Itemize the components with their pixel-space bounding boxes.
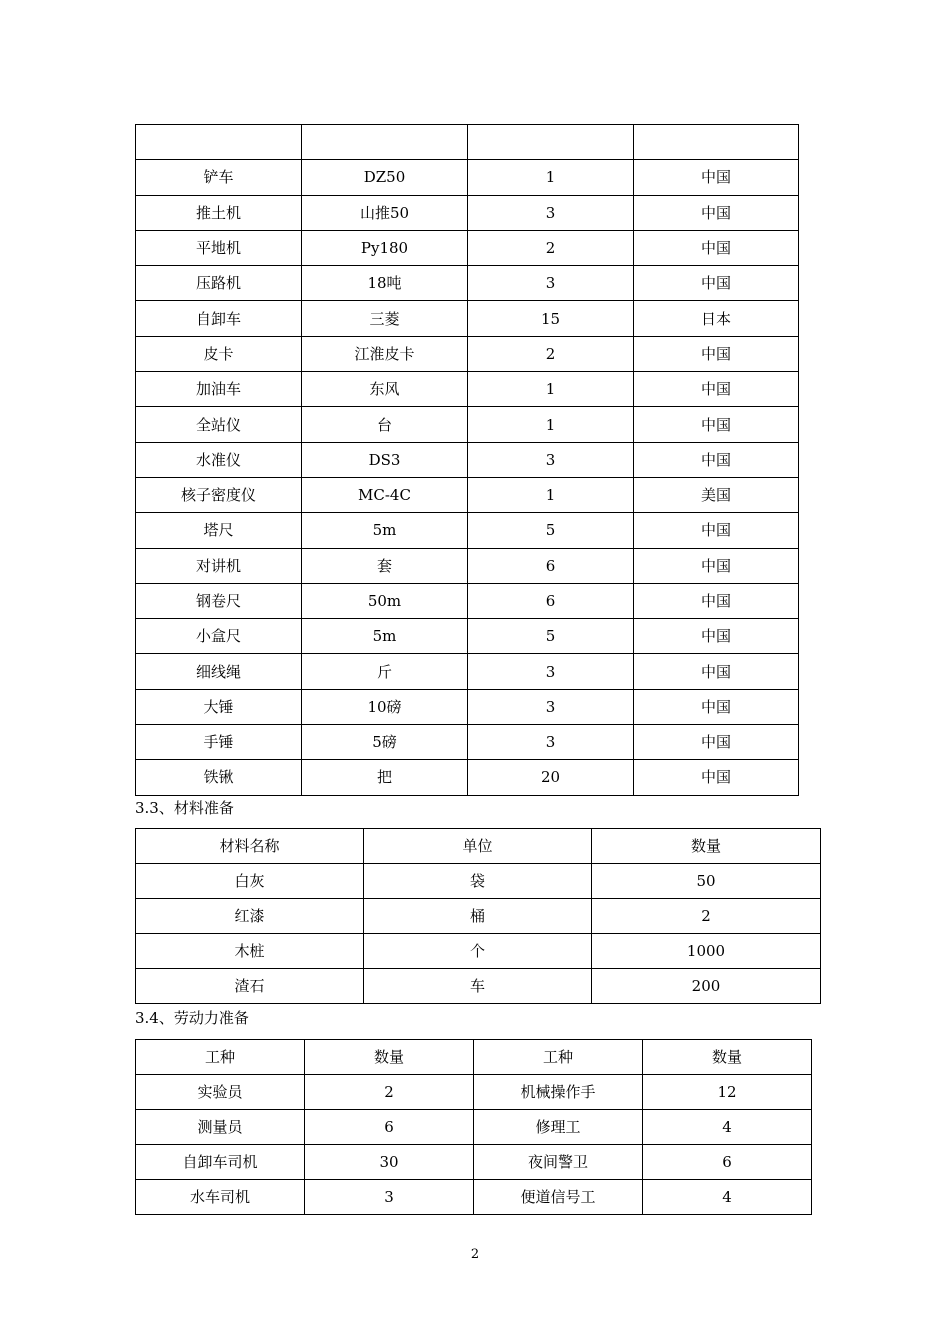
table-cell: 台: [302, 407, 468, 442]
materials-section-heading: 3.3、材料准备: [135, 799, 234, 817]
table-row: [136, 934, 821, 969]
table-row: [136, 1180, 812, 1215]
table-cell: 斤: [302, 654, 468, 689]
table-cell: 1: [468, 372, 634, 407]
table-cell: 3: [468, 654, 634, 689]
table-cell: 大锤: [136, 689, 302, 724]
table-cell: 4: [643, 1180, 812, 1215]
table-cell: 江淮皮卡: [302, 336, 468, 371]
table-cell: [302, 125, 468, 160]
table-row: [136, 372, 799, 407]
table-cell: 钢卷尺: [136, 583, 302, 618]
table-cell: 15: [468, 301, 634, 336]
table-cell: 套: [302, 548, 468, 583]
table-cell: 小盒尺: [136, 619, 302, 654]
table-cell: 2: [305, 1075, 474, 1110]
table-cell: 1: [468, 477, 634, 512]
table-row: [136, 1110, 812, 1145]
table-cell: 中国: [634, 583, 799, 618]
labor-table: [135, 1039, 812, 1215]
table-cell: 中国: [634, 195, 799, 230]
table-row: [136, 864, 821, 899]
table-cell: 12: [643, 1075, 812, 1110]
table-cell: 5: [468, 619, 634, 654]
table-cell: 材料名称: [136, 829, 364, 864]
table-cell: 塔尺: [136, 513, 302, 548]
table-cell: 水准仪: [136, 442, 302, 477]
table-cell: 修理工: [474, 1110, 643, 1145]
table-cell: 50: [592, 864, 821, 899]
table-cell: 压路机: [136, 266, 302, 301]
table-cell: 6: [468, 548, 634, 583]
table-cell: 渣石: [136, 969, 364, 1004]
table-cell: 中国: [634, 548, 799, 583]
table-row: [136, 725, 799, 760]
table-cell: 袋: [364, 864, 592, 899]
table-cell: 1: [468, 407, 634, 442]
table-cell: 白灰: [136, 864, 364, 899]
table-row: [136, 548, 799, 583]
table-cell: 中国: [634, 442, 799, 477]
table-cell: 数量: [305, 1040, 474, 1075]
table-cell: 20: [468, 760, 634, 795]
table-row: [136, 336, 799, 371]
table-cell: 工种: [136, 1040, 305, 1075]
table-row: [136, 760, 799, 795]
table-cell: 中国: [634, 372, 799, 407]
table-row: [136, 301, 799, 336]
table-cell: 3: [305, 1180, 474, 1215]
table-cell: 数量: [592, 829, 821, 864]
table-row: [136, 1145, 812, 1180]
table-cell: 3: [468, 195, 634, 230]
page-number: 2: [470, 1247, 480, 1262]
table-row: [136, 619, 799, 654]
table-cell: 三菱: [302, 301, 468, 336]
table-cell: 平地机: [136, 230, 302, 265]
table-cell: 山推50: [302, 195, 468, 230]
table-row: [136, 266, 799, 301]
table-cell: 18吨: [302, 266, 468, 301]
table-cell: 3: [468, 266, 634, 301]
table-cell: 10磅: [302, 689, 468, 724]
table-cell: 单位: [364, 829, 592, 864]
table-cell: 水车司机: [136, 1180, 305, 1215]
table-header-row: [136, 125, 799, 160]
materials-table: [135, 828, 821, 1004]
table-header-row: [136, 829, 821, 864]
table-cell: 红漆: [136, 899, 364, 934]
table-cell: 6: [643, 1145, 812, 1180]
table-cell: 推土机: [136, 195, 302, 230]
table-row: [136, 442, 799, 477]
table-cell: 中国: [634, 336, 799, 371]
table-cell: 5: [468, 513, 634, 548]
table-cell: MC-4C: [302, 477, 468, 512]
table-cell: 中国: [634, 760, 799, 795]
table-cell: 中国: [634, 619, 799, 654]
table-cell: 日本: [634, 301, 799, 336]
table-cell: DS3: [302, 442, 468, 477]
table-cell: 50m: [302, 583, 468, 618]
table-cell: 便道信号工: [474, 1180, 643, 1215]
table-row: [136, 899, 821, 934]
table-cell: DZ50: [302, 160, 468, 195]
table-cell: 中国: [634, 689, 799, 724]
table-cell: 自卸车: [136, 301, 302, 336]
table-cell: 4: [643, 1110, 812, 1145]
table-cell: 2: [468, 230, 634, 265]
table-row: [136, 654, 799, 689]
table-cell: 加油车: [136, 372, 302, 407]
table-row: [136, 583, 799, 618]
table-cell: 中国: [634, 407, 799, 442]
table-cell: 细线绳: [136, 654, 302, 689]
table-cell: 6: [305, 1110, 474, 1145]
table-cell: 全站仪: [136, 407, 302, 442]
table-cell: 数量: [643, 1040, 812, 1075]
table-cell: 自卸车司机: [136, 1145, 305, 1180]
table-cell: 车: [364, 969, 592, 1004]
table-cell: 5磅: [302, 725, 468, 760]
table-row: [136, 477, 799, 512]
table-cell: Py180: [302, 230, 468, 265]
table-cell: 中国: [634, 725, 799, 760]
table-cell: 测量员: [136, 1110, 305, 1145]
table-row: [136, 195, 799, 230]
table-cell: 1: [468, 160, 634, 195]
table-cell: 3: [468, 442, 634, 477]
table-cell: 6: [468, 583, 634, 618]
table-cell: [634, 125, 799, 160]
table-cell: 中国: [634, 513, 799, 548]
table-cell: 东风: [302, 372, 468, 407]
table-row: [136, 689, 799, 724]
table-cell: 中国: [634, 266, 799, 301]
table-cell: 手锤: [136, 725, 302, 760]
table-cell: 工种: [474, 1040, 643, 1075]
table-cell: 美国: [634, 477, 799, 512]
table-cell: 实验员: [136, 1075, 305, 1110]
labor-section-heading: 3.4、劳动力准备: [135, 1009, 249, 1027]
table-row: [136, 160, 799, 195]
table-cell: 中国: [634, 160, 799, 195]
table-row: [136, 969, 821, 1004]
table-row: [136, 407, 799, 442]
table-cell: [468, 125, 634, 160]
table-cell: 铲车: [136, 160, 302, 195]
table-cell: 机械操作手: [474, 1075, 643, 1110]
table-cell: 1000: [592, 934, 821, 969]
table-cell: 中国: [634, 230, 799, 265]
table-cell: 个: [364, 934, 592, 969]
table-cell: 30: [305, 1145, 474, 1180]
table-cell: 5m: [302, 513, 468, 548]
table-cell: 2: [468, 336, 634, 371]
table-cell: 皮卡: [136, 336, 302, 371]
table-cell: 2: [592, 899, 821, 934]
table-cell: 中国: [634, 654, 799, 689]
table-cell: 铁锹: [136, 760, 302, 795]
table-cell: 桶: [364, 899, 592, 934]
table-row: [136, 1075, 812, 1110]
equipment-table: [135, 124, 799, 796]
table-row: [136, 230, 799, 265]
table-cell: 3: [468, 689, 634, 724]
table-cell: 3: [468, 725, 634, 760]
table-cell: 把: [302, 760, 468, 795]
table-cell: [136, 125, 302, 160]
table-cell: 对讲机: [136, 548, 302, 583]
table-cell: 核子密度仪: [136, 477, 302, 512]
table-header-row: [136, 1040, 812, 1075]
table-row: [136, 513, 799, 548]
table-cell: 夜间警卫: [474, 1145, 643, 1180]
table-cell: 200: [592, 969, 821, 1004]
table-cell: 5m: [302, 619, 468, 654]
table-cell: 木桩: [136, 934, 364, 969]
